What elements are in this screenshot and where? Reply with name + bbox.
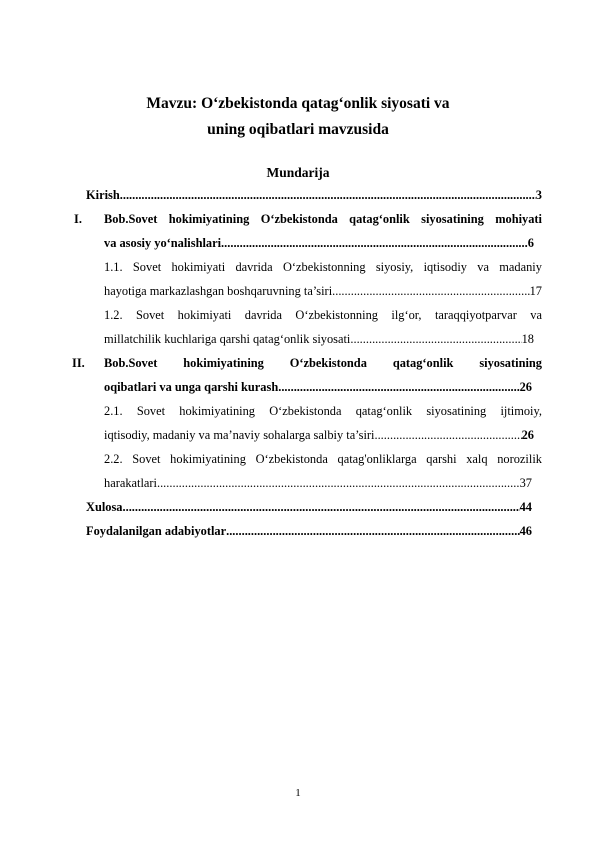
- toc-entry-conclusion[interactable]: [86, 500, 532, 515]
- toc-word: taraqqiyotparvar: [434, 308, 517, 322]
- toc-word: madaniy: [499, 260, 542, 274]
- toc-page-number: 6: [527, 236, 534, 250]
- toc-page-number: 44: [519, 500, 532, 514]
- toc-entry-2-1-line1[interactable]: [104, 404, 542, 419]
- toc-leader-dots: [123, 500, 520, 515]
- toc-word: hokimiyati: [177, 308, 232, 322]
- toc-word: siyosatining: [479, 356, 542, 370]
- toc-word: va: [477, 260, 489, 274]
- toc-word: xalq: [466, 452, 488, 466]
- toc-word: va: [530, 308, 542, 322]
- toc-page-number: 37: [519, 476, 532, 490]
- toc-word: Sovet: [132, 452, 161, 466]
- toc-word: norozilik: [497, 452, 542, 466]
- toc-entry-1-2-line1[interactable]: [104, 308, 542, 323]
- toc-entry-1-1-line2[interactable]: [104, 284, 542, 299]
- toc-word: hokimiyatining: [170, 452, 246, 466]
- toc-leader-dots: [350, 332, 521, 347]
- toc-word: qatag‘onlik: [349, 212, 410, 226]
- toc-leader-dots: [374, 428, 521, 443]
- toc-word: Sovet: [136, 308, 165, 322]
- toc-entry-label: Xulosa: [86, 500, 123, 514]
- toc-word: Sovet: [132, 260, 162, 274]
- toc-word: O‘zbekistonda: [255, 452, 328, 466]
- toc-word: 1.2.: [104, 308, 123, 322]
- toc-leader-dots: [332, 284, 529, 299]
- toc-entry-chapter2-line1[interactable]: [104, 356, 542, 371]
- toc-leader-dots: [226, 524, 520, 539]
- toc-word: O‘zbekistonda: [260, 212, 338, 226]
- chapter-number: I.: [74, 212, 82, 226]
- toc-word: hokimiyatining: [168, 212, 250, 226]
- toc-word: O‘zbekistonda: [289, 356, 367, 370]
- toc-word: qarshi: [426, 452, 457, 466]
- toc-word: mohiyati: [495, 212, 542, 226]
- toc-word: Sovet: [136, 404, 166, 418]
- toc-page-number: 17: [529, 284, 542, 298]
- toc-word: ilg‘or,: [391, 308, 422, 322]
- toc-entry-label: millatchilik kuchlariga qarshi qatag‘onlik siyosati: [104, 332, 351, 346]
- toc-page-number: 46: [519, 524, 532, 538]
- toc-entry-2-2-line2[interactable]: [104, 476, 532, 491]
- toc-entry-label: oqibatlari va unga qarshi kurash: [104, 380, 279, 394]
- toc-word: davrida: [235, 260, 273, 274]
- toc-word: 2.1.: [104, 404, 123, 418]
- toc-word: Bob.Sovet: [104, 212, 158, 226]
- toc-word: qatag‘onlik: [355, 404, 413, 418]
- toc-word: O‘zbekistonda: [269, 404, 342, 418]
- toc-entry-references[interactable]: [86, 524, 532, 539]
- toc-word: hokimiyatining: [183, 356, 264, 370]
- document-title-line2: uning oqibatlari mavzusida: [207, 121, 389, 138]
- toc-entry-1-1-line1[interactable]: [104, 260, 542, 275]
- toc-leader-dots: [157, 476, 520, 491]
- toc-word: qatag'onliklarga: [337, 452, 417, 466]
- toc-leader-dots: [120, 188, 536, 203]
- toc-entry-chapter2-line2[interactable]: [104, 380, 532, 395]
- toc-word: 1.1.: [104, 260, 123, 274]
- toc-heading: Mundarija: [266, 165, 330, 180]
- toc-word: siyosatining: [421, 212, 484, 226]
- chapter-number: II.: [72, 356, 85, 370]
- toc-word: O‘zbekistonning: [295, 308, 378, 322]
- toc-word: 2.2.: [104, 452, 123, 466]
- toc-entry-2-1-line2[interactable]: [104, 428, 534, 443]
- toc-entry-2-2-line1[interactable]: [104, 452, 542, 467]
- toc-entry-chapter1-line1[interactable]: [104, 212, 542, 227]
- document-title-line1: Mavzu: O‘zbekistonda qatag‘onlik siyosati va: [146, 95, 450, 112]
- toc-page-number: 18: [521, 332, 534, 346]
- toc-entry-label: va asosiy yo‘nalishlari: [104, 236, 222, 250]
- toc-entry-label: hayotiga markazlashgan boshqaruvning ta’siri: [104, 284, 333, 298]
- toc-word: Bob.Sovet: [104, 356, 158, 370]
- toc-entry-1-2-line2[interactable]: [104, 332, 534, 347]
- toc-word: hokimiyati: [171, 260, 226, 274]
- toc-word: qatag‘onlik: [392, 356, 454, 370]
- toc-page-number: 26: [521, 428, 534, 442]
- toc-word: O‘zbekistonning: [282, 260, 366, 274]
- toc-entry-label: harakatlari: [104, 476, 157, 490]
- toc-entry-label: Foydalanilgan adabiyotlar: [86, 524, 227, 538]
- toc-word: davrida: [244, 308, 282, 322]
- toc-word: ijtimoiy,: [500, 404, 542, 418]
- toc-page-number: 3: [535, 188, 542, 202]
- toc-word: iqtisodiy: [423, 260, 467, 274]
- toc-leader-dots: [278, 380, 519, 395]
- toc-word: hokimiyatining: [179, 404, 255, 418]
- page-number: 1: [295, 787, 301, 799]
- toc-entry-label: Kirish: [86, 188, 120, 202]
- toc-entry-label: iqtisodiy, madaniy va ma’naviy sohalarga salbiy ta’siri: [104, 428, 375, 442]
- toc-page-number: 26: [519, 380, 532, 394]
- toc-word: siyosatining: [426, 404, 487, 418]
- toc-word: siyosiy,: [375, 260, 414, 274]
- toc-entry-chapter1-line2[interactable]: [104, 236, 534, 251]
- toc-leader-dots: [221, 236, 528, 251]
- toc-entry-intro[interactable]: [86, 188, 542, 203]
